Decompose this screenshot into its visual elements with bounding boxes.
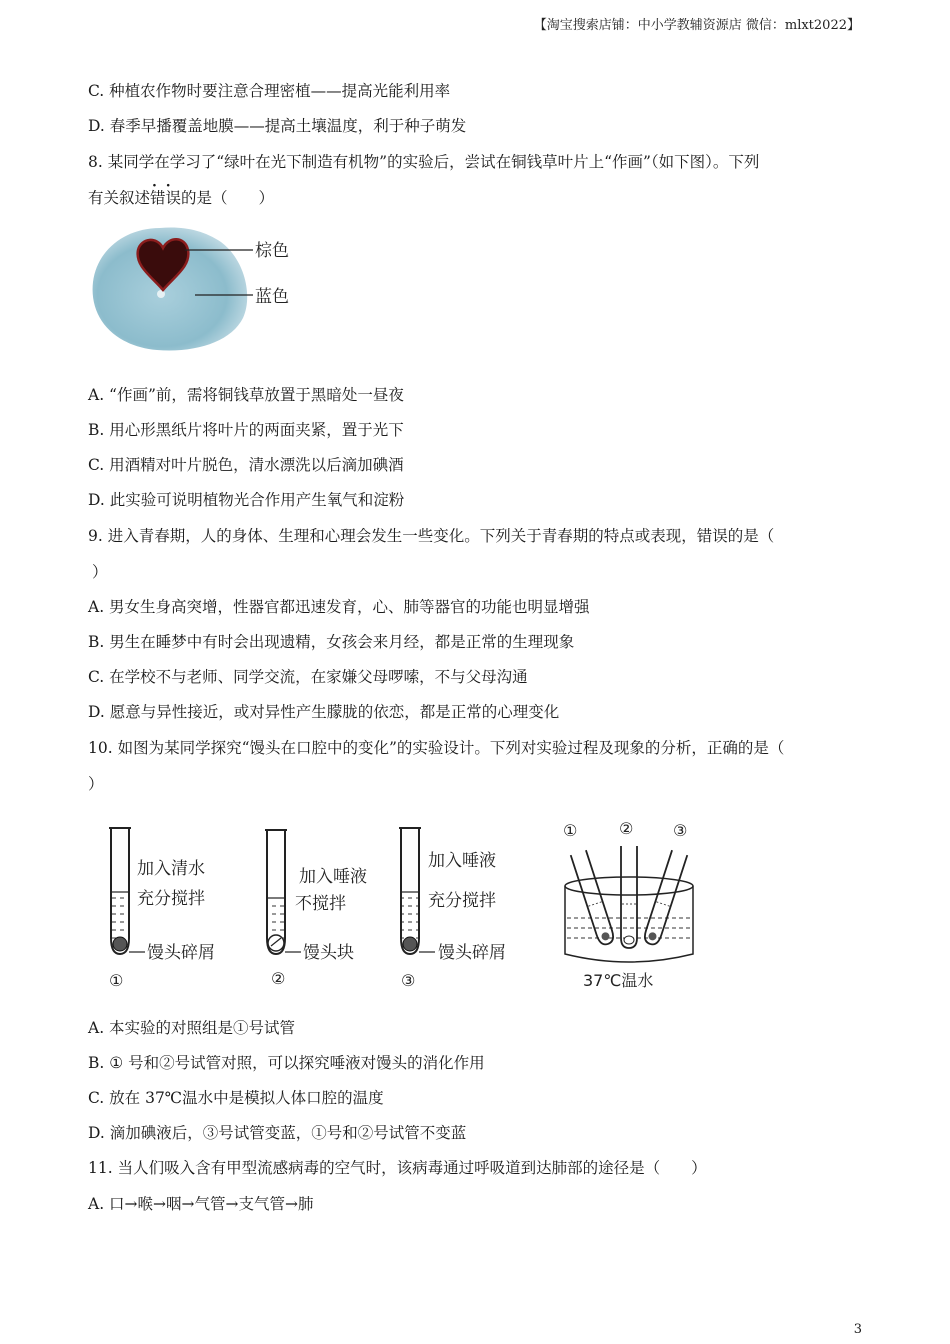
water-bath: [565, 846, 693, 962]
label-blue: 蓝色: [255, 287, 289, 307]
label-brown: 棕色: [255, 241, 289, 261]
q8-option-c: C. 用酒精对叶片脱色，清水漂洗以后滴加碘酒: [88, 456, 404, 474]
q8-option-a: A. “作画”前，需将铜钱草放置于黑暗处一昼夜: [88, 386, 404, 404]
q10-option-b: B. ① 号和②号试管对照，可以探究唾液对馒头的消化作用: [88, 1054, 485, 1072]
tube2-bottom-label: 馒头块: [303, 943, 354, 963]
q10-stem-line2: ）: [88, 775, 104, 793]
q10-stem-line1: 10. 如图为某同学探究“馒头在口腔中的变化”的实验设计。下列对实验过程及现象的分析，正确的是（: [88, 739, 785, 757]
tube3-label-1: 加入唾液: [428, 851, 496, 871]
page-number: 3: [853, 1322, 862, 1337]
q8-stem-post: 的是（ ）: [181, 189, 275, 207]
leaf-stem-point: [157, 290, 165, 298]
q9-option-a: A. 男女生身高突增，性器官都迅速发育，心、肺等器官的功能也明显增强: [88, 598, 590, 616]
q8-option-d: D. 此实验可说明植物光合作用产生氧气和淀粉: [88, 491, 405, 509]
tube1-number: ①: [109, 971, 124, 990]
test-tube-2: [265, 830, 301, 954]
q7-option-c: C. 种植农作物时要注意合理密植——提高光能利用率: [88, 82, 451, 100]
q8-option-b: B. 用心形黑纸片将叶片的两面夹紧，置于光下: [88, 421, 404, 439]
q10-option-d: D. 滴加碘液后，③号试管变蓝，①号和②号试管不变蓝: [88, 1124, 467, 1142]
q8-stem-emphasis: · · 错误: [150, 187, 181, 209]
bath-number-3: ③: [673, 821, 688, 840]
tube3-label-2: 充分搅拌: [428, 891, 496, 911]
q8-leaf-figure: [85, 222, 315, 357]
tube3-number: ③: [401, 971, 416, 990]
q9-option-b: B. 男生在睡梦中有时会出现遗精，女孩会来月经，都是正常的生理现象: [88, 633, 575, 651]
header-note: 【淘宝搜索店铺：中小学教辅资源店 微信：mlxt2022】: [533, 18, 860, 33]
tube2-label-1: 加入唾液: [299, 867, 367, 887]
tube3-bottom-label: 馒头碎屑: [438, 943, 506, 963]
q9-option-c: C. 在学校不与老师、同学交流，在家嫌父母啰嗦，不与父母沟通: [88, 668, 528, 686]
q9-stem-line2: ）: [92, 563, 108, 581]
q7-option-d: D. 春季早播覆盖地膜——提高土壤温度，利于种子萌发: [88, 117, 467, 135]
q11-stem: 11. 当人们吸入含有甲型流感病毒的空气时，该病毒通过呼吸道到达肺部的途径是（ ）: [88, 1159, 707, 1177]
q11-option-a: A. 口→喉→咽→气管→支气管→肺: [88, 1195, 314, 1213]
q10-option-c: C. 放在 37℃温水中是模拟人体口腔的温度: [88, 1089, 384, 1107]
q8-stem-line2: [88, 187, 868, 209]
tube2-number: ②: [271, 969, 286, 988]
tube1-bottom-label: 馒头碎屑: [147, 943, 215, 963]
tube1-label-1: 加入清水: [137, 859, 205, 879]
bath-label: 37℃温水: [583, 971, 654, 990]
q8-stem-pre: 有关叙述: [88, 189, 151, 207]
q9-option-d: D. 愿意与异性接近，或对异性产生朦胧的依恋，都是正常的心理变化: [88, 703, 560, 721]
q10-experiment-figure: [95, 814, 725, 996]
tube1-label-2: 充分搅拌: [137, 889, 205, 909]
q8-stem-line1: 8. 某同学在学习了“绿叶在光下制造有机物”的实验后，尝试在铜钱草叶片上“作画”（如下图）。下列: [88, 153, 760, 171]
bath-number-2: ②: [619, 819, 634, 838]
q10-option-a: A. 本实验的对照组是①号试管: [88, 1019, 296, 1037]
q9-stem-line1: 9. 进入青春期，人的身体、生理和心理会发生一些变化。下列关于青春期的特点或表现，错误的是（: [88, 527, 775, 545]
tube2-label-2: 不搅拌: [295, 894, 346, 914]
bath-number-1: ①: [563, 821, 578, 840]
